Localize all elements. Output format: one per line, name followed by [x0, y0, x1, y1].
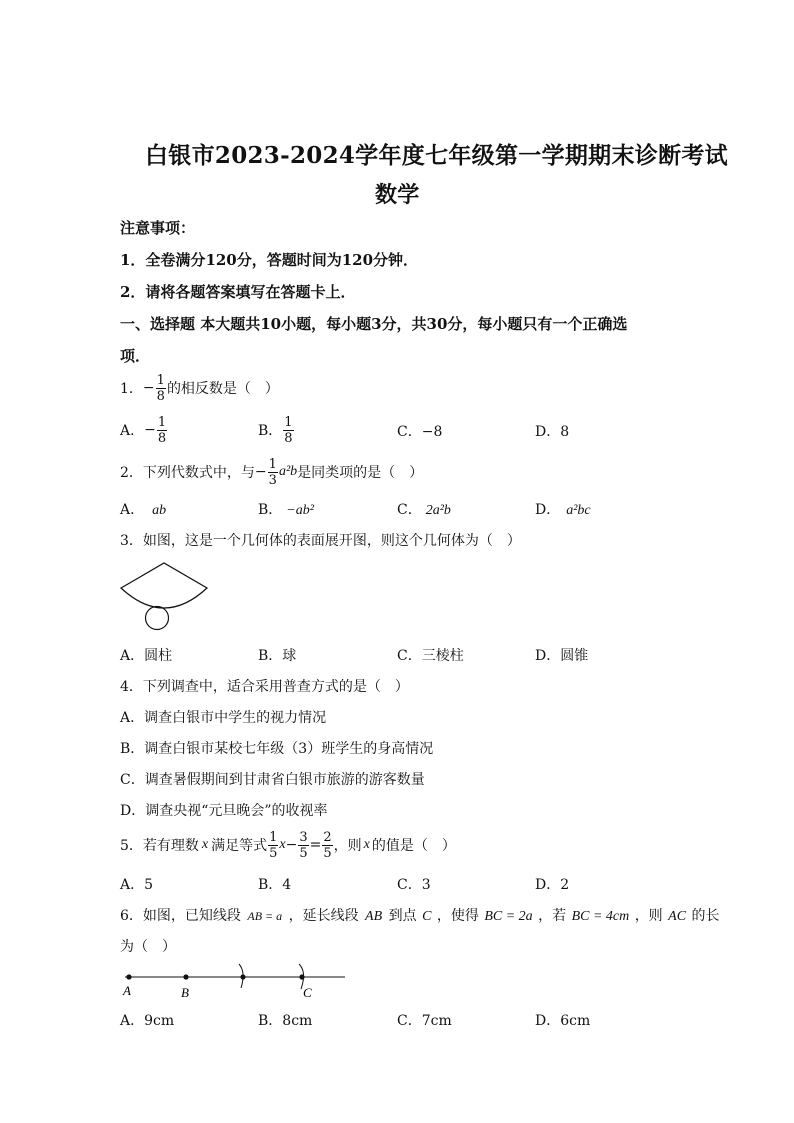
- circle-shape: [146, 607, 169, 630]
- option-b[interactable]: B． $\frac{1}{8}$: [258, 414, 293, 446]
- option-d[interactable]: D．2: [535, 877, 570, 893]
- option-c[interactable]: C． 2a²b: [397, 502, 451, 518]
- option-d[interactable]: D． a²bc: [535, 502, 591, 518]
- section-heading-line1: 一、选择题 本大题共10小题，每小题3分，共30分，每小题只有一个正确选: [120, 315, 628, 333]
- point-a: [126, 974, 131, 979]
- option-a[interactable]: A．5: [120, 877, 154, 893]
- option-d[interactable]: D．圆锥: [535, 648, 589, 664]
- option-a[interactable]: A． ab: [120, 502, 167, 518]
- option-d[interactable]: D．8: [535, 424, 570, 440]
- question-4: 4．下列调查中，适合采用普查方式的是（ ）: [120, 679, 409, 695]
- section-heading-line2: 项．: [120, 347, 151, 365]
- sector-shape: [121, 563, 207, 608]
- option-b[interactable]: B．4: [258, 877, 292, 893]
- option-a[interactable]: A． − $\frac{1}{8}$: [120, 414, 167, 446]
- question-6-line2: 为（ ）: [120, 939, 176, 955]
- notes-heading: 注意事项：: [120, 219, 196, 237]
- option-d[interactable]: D．调查央视“元旦晚会”的收视率: [120, 803, 328, 819]
- point-b: [183, 974, 188, 979]
- label-a: A: [123, 983, 131, 998]
- question-2: 2． 下列代数式中，与 − $\frac{1}{3}$ a²b 是同类项的是（ ）: [120, 456, 424, 488]
- fraction: $\frac{1}{8}$: [156, 372, 165, 404]
- option-c[interactable]: C．调查暑假期间到甘肃省白银市旅游的游客数量: [120, 772, 425, 788]
- option-b[interactable]: B．球: [258, 648, 297, 664]
- label-c: C: [303, 985, 312, 1000]
- question-1: [120, 372, 279, 404]
- notes-item-2: 2．请将各题答案填写在答题卡上．: [120, 283, 356, 301]
- option-b[interactable]: B． −ab²: [258, 502, 314, 518]
- subject-title: 数学: [375, 182, 420, 208]
- segment-figure: [115, 962, 350, 1002]
- option-d[interactable]: D．6cm: [535, 1013, 591, 1029]
- question-number: 1．: [120, 381, 143, 397]
- option-c[interactable]: C．3: [397, 877, 431, 893]
- expression: a²b: [278, 464, 298, 479]
- question-5: 5． 若有理数 x 满足等式 $\frac{1}{5}$ x − $\frac{3}{5}$ = $\frac{2}{5}$ ，则 x 的值是（ ）: [120, 829, 456, 861]
- option-b[interactable]: B．调查白银市某校七年级（3）班学生的身高情况: [120, 741, 434, 757]
- minus-sign: −: [142, 380, 155, 396]
- question-6: 6．如图，已知线段 AB = a ，延长线段 AB 到点 C ，使得 BC = 2a ，若 BC = 4cm ，则 AC 的长: [120, 908, 720, 924]
- label-b: B: [181, 985, 189, 1000]
- option-c[interactable]: C．三棱柱: [397, 648, 464, 664]
- option-a[interactable]: A．9cm: [120, 1013, 175, 1029]
- option-b[interactable]: B．8cm: [258, 1013, 313, 1029]
- question-3: 3．如图，这是一个几何体的表面展开图，则这个几何体为（ ）: [120, 533, 521, 549]
- net-figure: [116, 560, 212, 636]
- notes-item-1: 1．全卷满分120分，答题时间为120分钟．: [120, 251, 419, 269]
- option-c[interactable]: C．7cm: [397, 1013, 452, 1029]
- option-a[interactable]: A．调查白银市中学生的视力情况: [120, 710, 327, 726]
- exam-title: 白银市2023-2024学年度七年级第一学期期末诊断考试: [145, 142, 728, 169]
- option-a[interactable]: A．圆柱: [120, 648, 173, 664]
- question-stem: 的相反数是（ ）: [166, 381, 279, 397]
- option-c[interactable]: C．−8: [397, 424, 443, 440]
